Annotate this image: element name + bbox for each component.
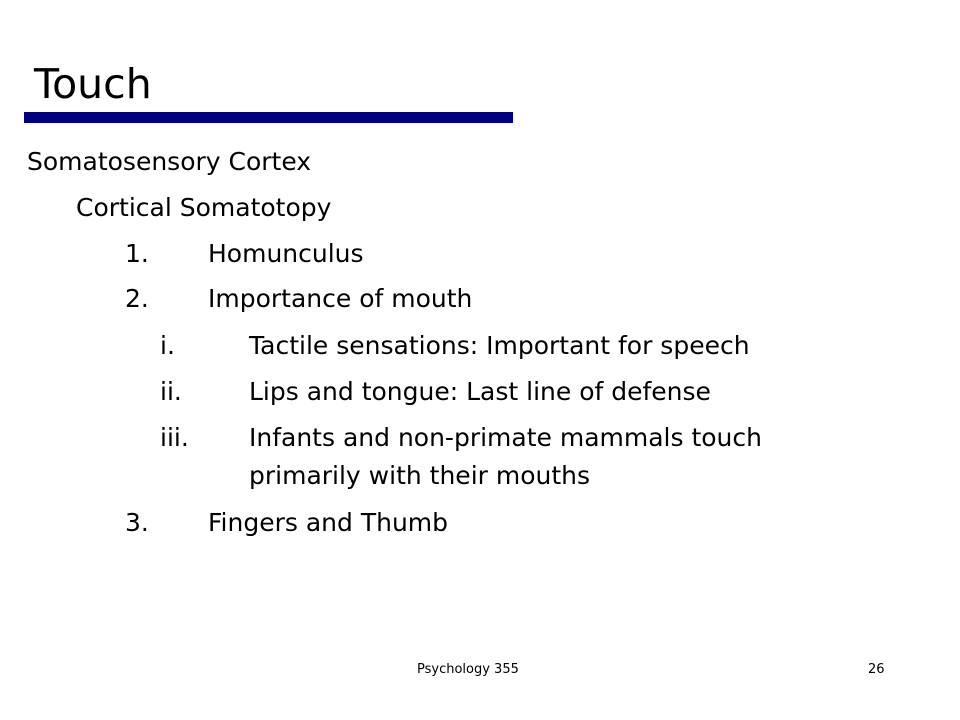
sub-list-item-text: Lips and tongue: Last line of defense <box>249 377 711 406</box>
list-item-text: Fingers and Thumb <box>208 508 449 537</box>
list-marker: 1. <box>125 239 149 268</box>
sub-list-marker: i. <box>160 331 175 360</box>
list-marker: 3. <box>125 508 149 537</box>
sub-list-marker: ii. <box>160 377 182 406</box>
sub-list-item-iii-continuation: primarily with their mouths <box>249 461 591 490</box>
footer-course: Psychology 355 <box>417 662 519 677</box>
sub-list-item-text: Tactile sensations: Important for speech <box>249 331 750 360</box>
title-underline-bar <box>24 112 513 123</box>
list-item-text: Homunculus <box>208 239 364 268</box>
sub-list-item-text: Infants and non-primate mammals touch <box>249 423 762 452</box>
subheading-cortical-somatotopy: Cortical Somatotopy <box>76 193 332 222</box>
footer-page-number: 26 <box>868 662 885 677</box>
list-item-text: Importance of mouth <box>208 284 473 313</box>
list-marker: 2. <box>125 284 149 313</box>
slide-title: Touch <box>34 60 152 108</box>
heading-somatosensory-cortex: Somatosensory Cortex <box>27 147 312 176</box>
sub-list-marker: iii. <box>160 423 189 452</box>
